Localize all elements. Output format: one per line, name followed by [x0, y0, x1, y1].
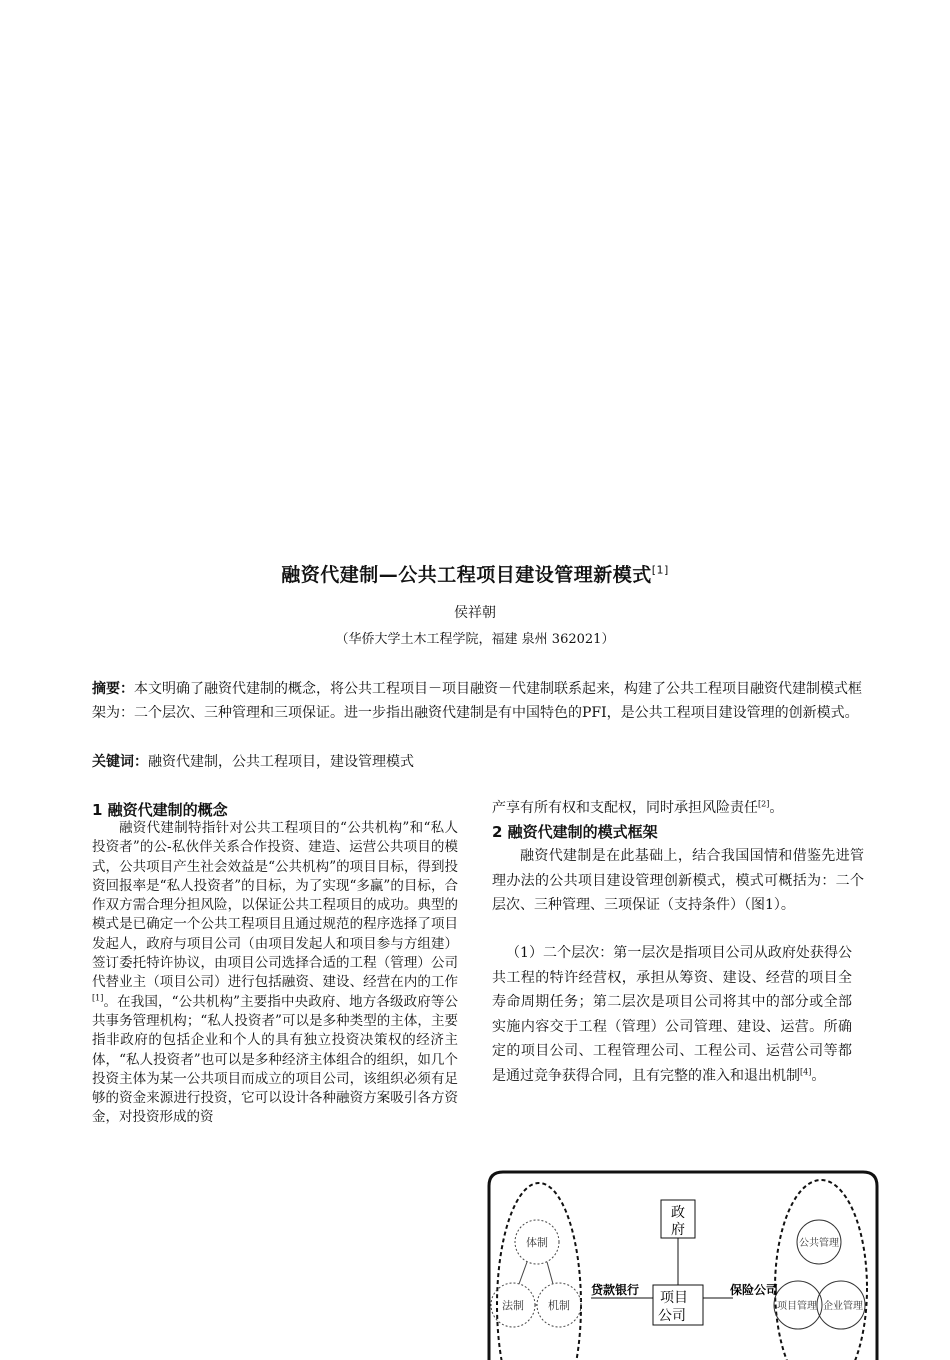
abstract-text: 本文明确了融资代建制的概念，将公共工程项目－项目融资－代建制联系起来，构建了公共工程项目融资代建制模式框架为：二个层次、三种管理和三项保证。进一步指出融资代建制是有中国特色的PFI，是公共工程项目建设管理的创新模式。: [92, 681, 862, 721]
keywords-text: 融资代建制，公共工程项目，建设管理模式: [148, 754, 414, 770]
section1-heading: 1 融资代建制的概念: [92, 801, 228, 819]
title-text: 融资代建制—公共工程项目建设管理新模式: [281, 564, 652, 586]
circle-mechanism-label: 机制: [548, 1299, 570, 1312]
keywords-label: 关键词：: [92, 754, 148, 770]
government-label-1: 政: [671, 1205, 685, 1221]
title-ref: [1]: [651, 563, 669, 577]
figure-1-framework-diagram: [487, 1170, 879, 1360]
project-company-label-2: 公司: [658, 1308, 686, 1324]
section1-body-a: 融资代建制特指针对公共工程项目的“公共机构”和“私人投资者”的公-私伙伴关系合作投资、建造、运营公共项目的模式，公共项目产生社会效益是“公共机构”的项目目标，得到投资回报率是“私人投资者”的目标，为了实现“多赢”的目标，合作双方需合理分担风险，以保证公共工程项目的成功。典型的模式是已确定一个公共工程项目且通过规范的程序选择了项目发起人，政府与项目公司（由项目发起人和项目参与方组建）签订委托特许协议，由项目公司选择合适的工程（管理）公司代替业主（项目公司）进行包括融资、建设、经营在内的工作: [92, 820, 458, 991]
section2-paragraph-1: 融资代建制是在此基础上，结合我国国情和借鉴先进管理办法的公共项目建设管理创新模式，模式可概括为：二个层次、三种管理、三项保证（支持条件）（图1）。: [492, 848, 864, 913]
citation-2: [2]: [758, 799, 770, 809]
section1-body: [92, 819, 458, 1128]
circle-system-label: 体制: [526, 1236, 548, 1249]
circle-legal-label: 法制: [502, 1299, 524, 1312]
section2-p2-end: 。: [811, 1067, 826, 1084]
section1-body-b: 。在我国，“公共机构”主要指中央政府、地方各级政府等公共事务管理机构；“私人投资者”可以是多种类型的主体，主要指非政府的包括企业和个人的具有独立投资决策权的经济主体，“私人投资者”也可以是多种经济主体组合的组织，如几个投资主体为某一公共项目而成立的项目公司，该组织必须有足够的资金来源进行投资，它可以设计各种融资方案吸引各方资金，对投资形成的资: [92, 993, 458, 1126]
abstract-label: 摘要：: [92, 681, 134, 697]
affiliation: （华侨大学土木工程学院，福建 泉州 362021）: [335, 632, 615, 647]
citation-4: [4]: [800, 1066, 812, 1076]
keywords: [92, 751, 862, 773]
right-dashed-ellipse: [775, 1180, 867, 1360]
abstract: [92, 677, 862, 725]
section2-heading: 2 融资代建制的模式框架: [492, 823, 658, 841]
paper-title: [0, 560, 950, 587]
section2-p2-text: （1）二个层次：第一层次是指项目公司从政府处获得公共工程的特许经营权，承担从筹资、建设、经营的项目全寿命周期任务；第二层次是项目公司将其中的部分或全部实施内容交于工程（管理）公司管理、建设、运营。所确定的项目公司、工程管理公司、工程公司、运营公司等都是通过竞争获得合同，且有完整的准入和退出机制: [492, 945, 852, 1084]
citation-1: [1]: [92, 993, 104, 1003]
insurance-company-label: 保险公司: [730, 1283, 779, 1297]
government-label-2: 府: [671, 1222, 685, 1238]
project-company-label-1: 项目: [660, 1290, 688, 1306]
continuation-end: 。: [769, 800, 784, 816]
circle-public-mgmt-label: 公共管理: [799, 1238, 839, 1249]
loan-bank-label: 贷款银行: [591, 1283, 640, 1297]
circle-enterprise-mgmt-label: 企业管理: [823, 1301, 863, 1312]
circle-project-mgmt-label: 项目管理: [777, 1301, 817, 1312]
left-dashed-ellipse: [497, 1183, 581, 1360]
section2-paragraph-2: [492, 941, 852, 1088]
continuation-text: 产享有所有权和支配权，同时承担风险责任: [492, 800, 758, 816]
author: 侯祥朝: [454, 605, 496, 621]
section1-continuation: [492, 798, 872, 818]
